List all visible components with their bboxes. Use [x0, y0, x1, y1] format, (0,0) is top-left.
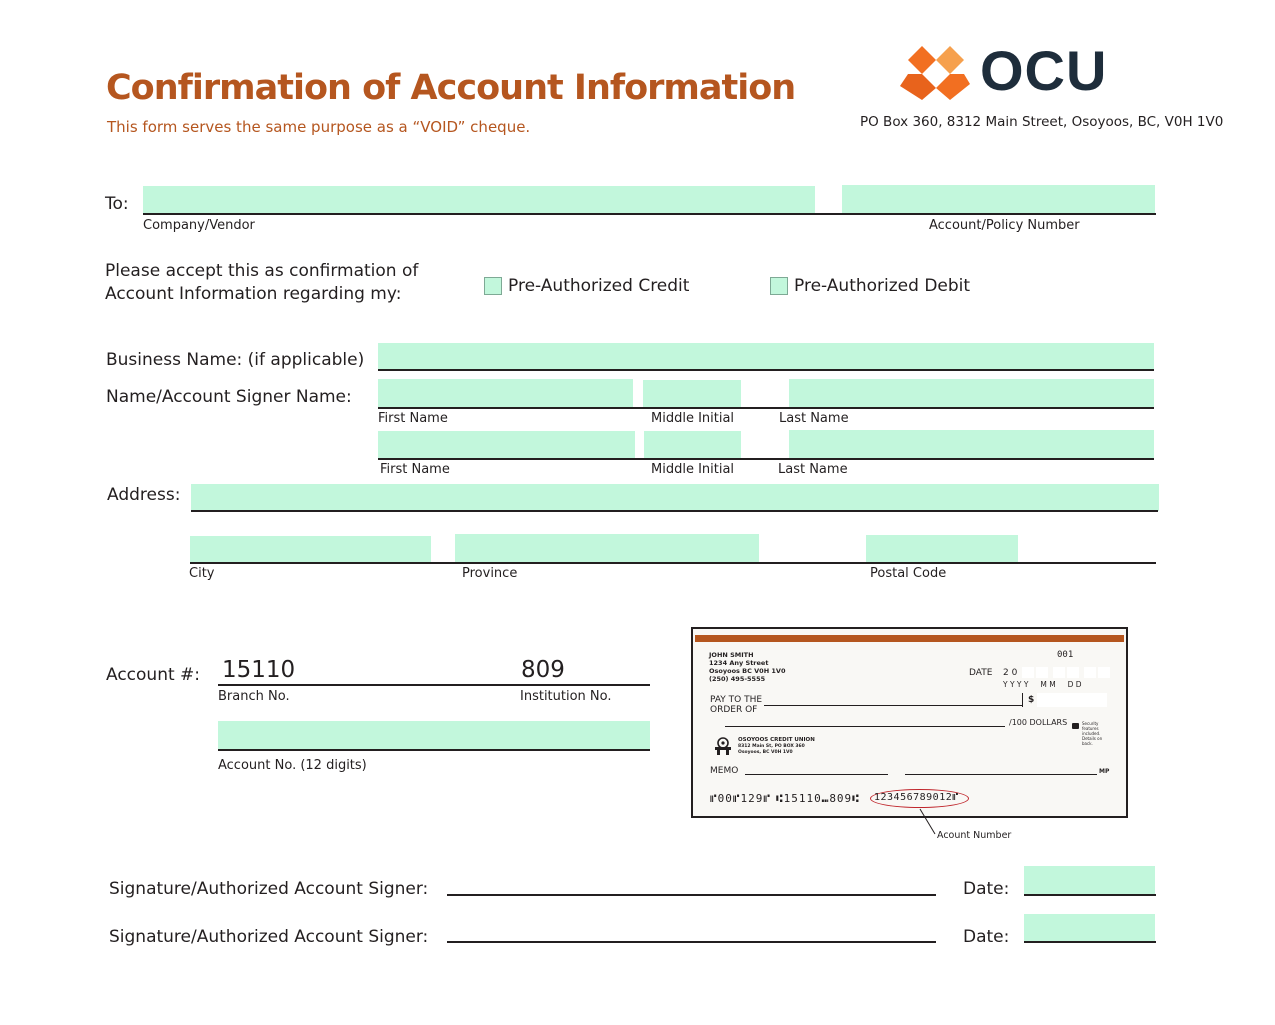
street-address-field[interactable] [191, 484, 1159, 511]
cheque-security-text: Security features included. Details on back. [1082, 721, 1103, 746]
cheque-date-label: DATE [969, 668, 993, 678]
padlock-icon [1072, 723, 1079, 729]
branch-number-value[interactable]: 15110 [222, 657, 296, 683]
cheque-holder-name: JOHN SMITH [709, 651, 754, 659]
memo-line [745, 774, 888, 775]
sample-cheque [691, 627, 1128, 818]
province-label: Province [462, 566, 518, 581]
address-underline [191, 510, 1158, 512]
date-underline-1 [1024, 894, 1156, 896]
date-field-2[interactable] [1024, 914, 1155, 941]
micr-transit-institution: ⑆15110⑉809⑆ [776, 792, 860, 805]
date-box [1067, 667, 1079, 678]
date-box [1098, 667, 1110, 678]
account-number-callout: Acount Number [937, 830, 1012, 841]
credit-union-address: PO Box 360, 8312 Main Street, Osoyoos, BC, V0H 1V0 [860, 114, 1224, 130]
signature-line-2[interactable] [447, 941, 936, 943]
payee-line [764, 705, 1022, 706]
cheque-accent-band [695, 635, 1124, 642]
business-name-field[interactable] [378, 343, 1154, 370]
institution-number-label: Institution No. [520, 689, 612, 704]
first-name-field-1[interactable] [378, 379, 633, 407]
account-number-underline [218, 749, 650, 751]
signature-label-1: Signature/Authorized Account Signer: [109, 879, 429, 899]
account-policy-number-field[interactable] [842, 185, 1155, 213]
city-label: City [189, 566, 215, 581]
date-label-2: Date: [963, 927, 1010, 947]
address-label: Address: [107, 485, 181, 505]
amount-box [1037, 693, 1107, 707]
date-field-1[interactable] [1024, 866, 1155, 894]
last-name-label-2: Last Name [778, 462, 848, 477]
last-name-label-1: Last Name [779, 411, 849, 426]
cheque-bank-name: OSOYOOS CREDIT UNION [738, 737, 815, 743]
cheque-mp-label: MP [1099, 768, 1110, 775]
pre-authorized-debit-checkbox[interactable] [770, 277, 788, 295]
last-name-field-2[interactable] [789, 430, 1154, 458]
pay-to-label-line1: PAY TO THE [710, 695, 763, 705]
payee-line-end [1022, 693, 1023, 707]
company-vendor-field[interactable] [143, 186, 815, 213]
to-label: To: [105, 194, 129, 214]
confirmation-text-line1: Please accept this as confirmation of [105, 261, 419, 281]
page-title: Confirmation of Account Information [106, 68, 796, 108]
ocu-logo-mark-icon [900, 44, 972, 102]
middle-initial-label-2: Middle Initial [651, 462, 735, 477]
postal-code-field[interactable] [866, 535, 1018, 562]
city-row-underline [190, 562, 1156, 564]
business-name-underline [378, 369, 1154, 371]
first-name-field-2[interactable] [378, 431, 635, 458]
cheque-date-format: Y Y Y Y M M D D [1003, 680, 1082, 689]
date-label-1: Date: [963, 879, 1010, 899]
pre-authorized-credit-checkbox[interactable] [484, 277, 502, 295]
account-number-field[interactable] [218, 721, 650, 749]
amount-words-line [725, 726, 1005, 727]
bank-logo-icon [712, 735, 734, 759]
signature-line-1[interactable] [447, 894, 936, 896]
cheque-bank-city: Osoyoos, BC V0H 1V0 [738, 750, 793, 755]
signer-2-underline [378, 458, 1154, 460]
cheque-holder-city: Osoyoos BC V0H 1V0 [709, 667, 786, 675]
date-box [1084, 667, 1096, 678]
business-name-label: Business Name: (if applicable) [106, 350, 365, 370]
cheque-dollars-text: /100 DOLLARS [1009, 718, 1068, 727]
pre-authorized-credit-label: Pre-Authorized Credit [508, 276, 690, 296]
middle-initial-field-2[interactable] [644, 431, 741, 458]
province-field[interactable] [455, 534, 759, 562]
date-box [1036, 667, 1048, 678]
signature-label-2: Signature/Authorized Account Signer: [109, 927, 429, 947]
pay-to-label-line2: ORDER OF [710, 705, 758, 715]
signature-line [905, 774, 1097, 775]
page-subtitle: This form serves the same purpose as a “VOID” cheque. [107, 118, 531, 136]
cheque-holder-street: 1234 Any Street [709, 659, 769, 667]
signer-name-label: Name/Account Signer Name: [106, 387, 352, 407]
micr-cheque-number: ⑈00⑈129⑈ [710, 792, 771, 805]
confirmation-text-line2: Account Information regarding my: [105, 284, 402, 304]
account-policy-label: Account/Policy Number [929, 218, 1080, 233]
cheque-number: 001 [1057, 650, 1074, 660]
account-number-label: Account #: [106, 665, 201, 685]
to-underline [143, 213, 1156, 215]
company-vendor-label: Company/Vendor [143, 218, 255, 233]
micr-account-number: 123456789012⑈ [874, 792, 959, 803]
date-underline-2 [1024, 941, 1156, 943]
branch-institution-underline [218, 684, 650, 686]
city-field[interactable] [190, 536, 431, 562]
cheque-bank-street: 8312 Main St, PO BOX 360 [738, 744, 805, 749]
branch-number-label: Branch No. [218, 689, 290, 704]
postal-code-label: Postal Code [870, 566, 947, 581]
first-name-label-1: First Name [378, 411, 448, 426]
ocu-logo [900, 39, 1108, 106]
logo-text: OCU [980, 39, 1108, 102]
signer-1-underline [378, 407, 1154, 409]
cheque-holder-phone: (250) 495-5555 [709, 675, 766, 683]
middle-initial-label-1: Middle Initial [651, 411, 735, 426]
pre-authorized-debit-label: Pre-Authorized Debit [794, 276, 971, 296]
cheque-date-prefix: 2 0 [1003, 668, 1018, 678]
middle-initial-field-1[interactable] [643, 380, 741, 407]
cheque-dollar-sign: $ [1028, 695, 1035, 705]
date-box [1053, 667, 1065, 678]
account-number-12-digits-label: Account No. (12 digits) [218, 758, 367, 773]
callout-pointer [918, 808, 938, 836]
cheque-memo-label: MEMO [710, 766, 739, 776]
last-name-field-1[interactable] [789, 379, 1154, 407]
first-name-label-2: First Name [380, 462, 450, 477]
date-box [1022, 667, 1034, 678]
institution-number-value[interactable]: 809 [521, 657, 565, 683]
